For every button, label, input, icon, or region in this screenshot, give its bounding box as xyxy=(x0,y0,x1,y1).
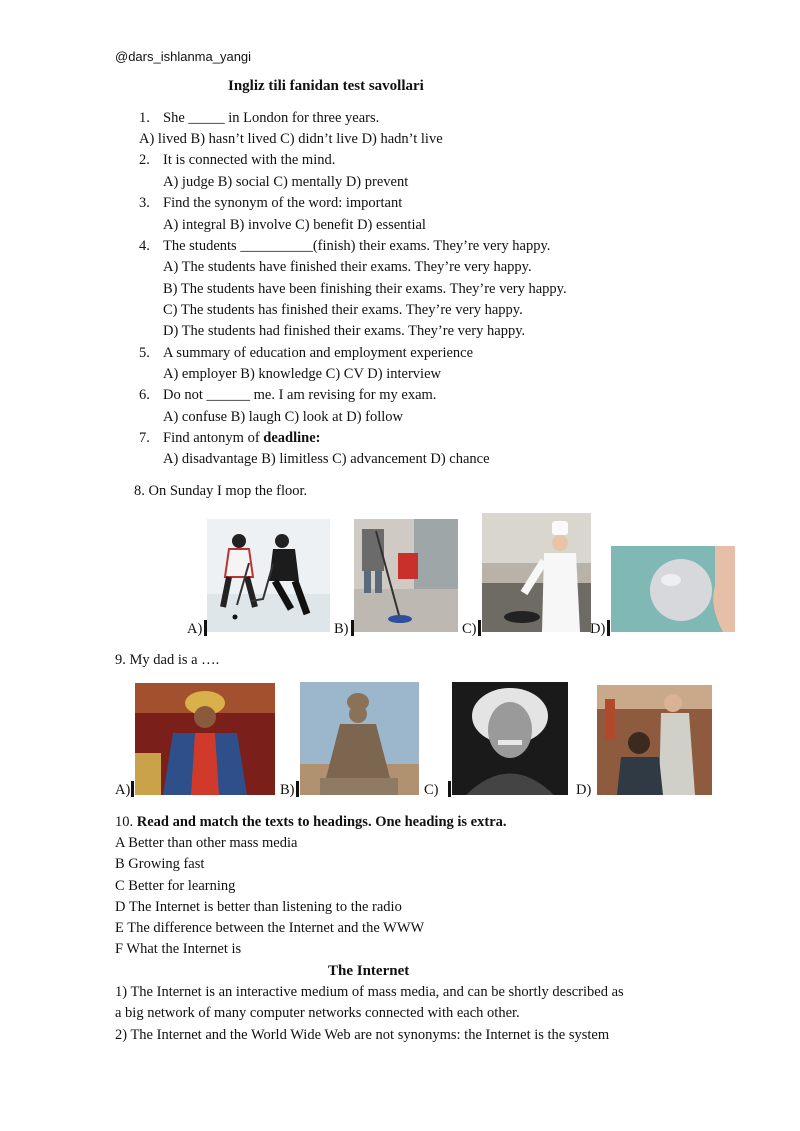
hockey-image xyxy=(207,519,330,632)
q8-option-c-marker xyxy=(478,620,481,636)
paragraph-line-1: 1) The Internet is an interactive medium of mass media, and can be shortly described as xyxy=(115,984,624,1000)
question-3-number: 3. xyxy=(139,195,150,211)
question-4-option-d: D) The students had finished their exams. They’re very happy. xyxy=(163,323,526,339)
mopping-image xyxy=(354,519,458,632)
chef-image xyxy=(482,513,591,632)
question-2-text: It is connected with the mind. xyxy=(163,152,336,168)
question-6-number: 6. xyxy=(139,387,150,403)
einstein-image xyxy=(452,682,568,795)
question-2-number: 2. xyxy=(139,152,150,168)
reading-text-title: The Internet xyxy=(328,963,410,979)
question-1-options: A) lived B) hasn’t lived C) didn’t live D) hadn’t live xyxy=(139,131,443,147)
heading-e: E The difference between the Internet and the WWW xyxy=(115,920,425,936)
question-4-text: The students __________(finish) their exams. They’re very happy. xyxy=(163,238,551,254)
q8-option-d-marker xyxy=(607,620,610,636)
question-10-instruction-text: Read and match the texts to headings. One heading is extra. xyxy=(136,814,507,830)
barber-image xyxy=(597,685,712,795)
heading-f: F What the Internet is xyxy=(115,941,242,957)
q8-option-a-label: A) xyxy=(187,621,203,637)
question-3-options: A) integral B) involve C) benefit D) essential xyxy=(163,217,426,233)
q8-option-b-marker xyxy=(351,620,354,636)
q8-option-b-label: B) xyxy=(334,621,349,637)
question-5-number: 5. xyxy=(139,345,150,361)
question-5-options: A) employer B) knowledge C) CV D) interview xyxy=(163,366,441,382)
question-7-keyword: deadline: xyxy=(263,430,321,446)
question-4-number: 4. xyxy=(139,238,150,254)
question-3-text: Find the synonym of the word: important xyxy=(163,195,403,211)
q9-option-a-label: A) xyxy=(115,782,131,798)
paragraph-line-2: a big network of many computer networks connected with each other. xyxy=(115,1005,520,1021)
question-1-number: 1. xyxy=(139,110,150,126)
question-8-text: 8. On Sunday I mop the floor. xyxy=(134,483,308,499)
question-7-text xyxy=(163,429,321,447)
q9-option-d-label: D) xyxy=(576,782,592,798)
question-2-options: A) judge B) social C) mentally D) prevent xyxy=(163,174,409,190)
heading-a: A Better than other mass media xyxy=(115,835,298,851)
question-10-instruction xyxy=(115,813,507,831)
heading-c: C Better for learning xyxy=(115,878,236,894)
q9-option-a-marker xyxy=(131,781,134,797)
q9-option-c-label: C) xyxy=(424,782,439,798)
heading-d: D The Internet is better than listening to the radio xyxy=(115,899,402,915)
q9-option-c-marker xyxy=(448,781,451,797)
paragraph-line-3: 2) The Internet and the World Wide Web are not synonyms: the Internet is the system xyxy=(115,1027,610,1043)
question-9-text: 9. My dad is a …. xyxy=(115,652,220,668)
question-4-option-a: A) The students have finished their exams. They’re very happy. xyxy=(163,259,532,275)
question-1-text: She _____ in London for three years. xyxy=(163,110,380,126)
question-6-text: Do not ______ me. I am revising for my exam. xyxy=(163,387,437,403)
question-10-number: 10. xyxy=(115,814,134,830)
question-7-options: A) disadvantage B) limitless C) advancement D) chance xyxy=(163,451,490,467)
question-4-option-c: C) The students has finished their exams. They’re very happy. xyxy=(163,302,523,318)
statue-image xyxy=(300,682,419,795)
question-5-text: A summary of education and employment experience xyxy=(163,345,474,361)
q8-option-a-marker xyxy=(204,620,207,636)
question-7-text-prefix: Find antonym of xyxy=(163,430,264,446)
question-7-number: 7. xyxy=(139,430,150,446)
question-6-options: A) confuse B) laugh C) look at D) follow xyxy=(163,409,404,425)
ruler-portrait-image xyxy=(135,683,275,795)
q9-option-b-label: B) xyxy=(280,782,295,798)
question-4-option-b: B) The students have been finishing their exams. They’re very happy. xyxy=(163,281,567,297)
watermark: @dars_ishlanma_yangi xyxy=(115,49,252,64)
q8-option-d-label: D) xyxy=(590,621,606,637)
q8-option-c-label: C) xyxy=(462,621,477,637)
heading-b: B Growing fast xyxy=(115,856,205,872)
q9-option-b-marker xyxy=(296,781,299,797)
page-title: Ingliz tili fanidan test savollari xyxy=(228,78,424,94)
bubble-gum-image xyxy=(611,546,735,632)
